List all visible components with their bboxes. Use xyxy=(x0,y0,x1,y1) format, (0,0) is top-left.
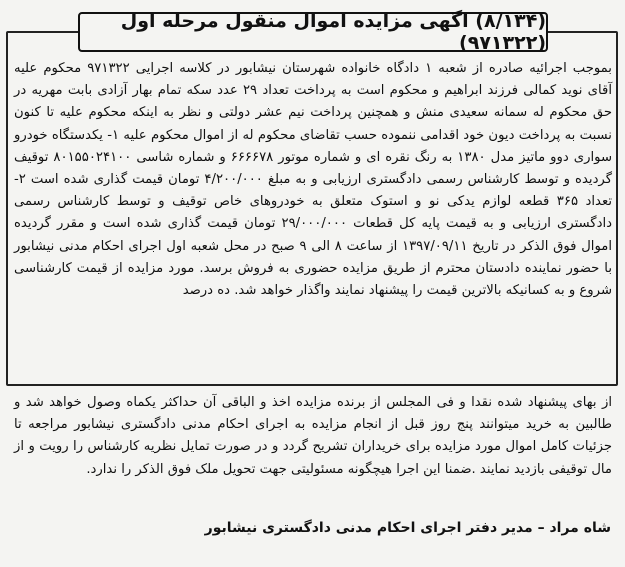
notice-title: (۸/۱۳۴) اگهی مزایده اموال منقول مرحله اول (۹۷۱۳۲۲) xyxy=(120,10,546,54)
notice-paragraph-1: بموجب اجرائیه صادره از شعبه ۱ دادگاه خانواده شهرستان نیشابور در کلاسه اجرایی ۹۷۱۳۲۲ محکوم علیه آقای نوید کمالی فرزند ابراهیم و محکوم است به پرداخت تعداد ۲۹ عدد سکه تمام بهار آزادی بابت مهریه در حق محکوم له سمانه سعیدی منش و همچنین پرداخت نیم عشر دولتی و نظر به اینکه محکوم علیه تا کنون نسبت به پرداخت دیون خود اقدامی ننموده حسب تقاضای محکوم له از اموال محکوم علیه ۱- یکدستگاه خودرو سواری دوو ماتیز مدل ۱۳۸۰ به رنگ نقره ای و شماره موتور ۶۶۶۶۷۸ و شماره شاسی ۸۰۱۵۵۰۲۴۱۰۰ توقیف گردیده و توسط کارشناس رسمی دادگستری ارزیابی و به مبلغ ۴/۲۰۰/۰۰۰ تومان قیمت گذاری شده است ۲- تعداد ۳۶۵ قطعه لوازم یدکی نو و استوک متعلق به خودروهای خاص توقیف و توسط کارشناس رسمی دادگستری ارزیابی و به قیمت پایه کل قطعات ۲۹/۰۰۰/۰۰۰ تومان قیمت گذاری شده است و مقرر گردیده اموال فوق الذکر در تاریخ ۱۳۹۷/۰۹/۱۱ از ساعت ۸ الی ۹ صبح در محل شعبه اول اجرای احکام مدنی نیشابور با حضور نماینده دادستان محترم از طریق مزایده حضوری به فروش برسد. مورد مزایده از قیمت کارشناسی شروع و به کسانیکه بالاترین قیمت را پیشنهاد نمایند واگذار خواهد شد. ده درصد xyxy=(14,61,613,299)
notice-paragraph-2: از بهای پیشنهاد شده نقدا و فی المجلس از برنده مزایده اخذ و الباقی آن حداکثر یکماه وصول خواهد شد و طالبین به خرید میتوانند پنج روز قبل از انجام مزایده به اجرای احکام مدنی دادگستری نیشابور مراجعه تا جزئیات کامل اموال مورد مزایده برای خریداران تشریح گردد و در صورت تمایل نظریه کارشناس را رویت و از مال توقیفی بازدید نمایند .ضمنا این اجرا هیچگونه مسئولیتی جهت تحویل ملک فوق الذکر را ندارد. xyxy=(14,395,612,477)
notice-signature: شاه مراد – مدیر دفتر اجرای احکام مدنی دادگستری نیشابور xyxy=(204,520,611,536)
notice-continuation xyxy=(14,392,612,481)
notice-body xyxy=(14,58,612,302)
notice-title-box xyxy=(78,12,548,52)
